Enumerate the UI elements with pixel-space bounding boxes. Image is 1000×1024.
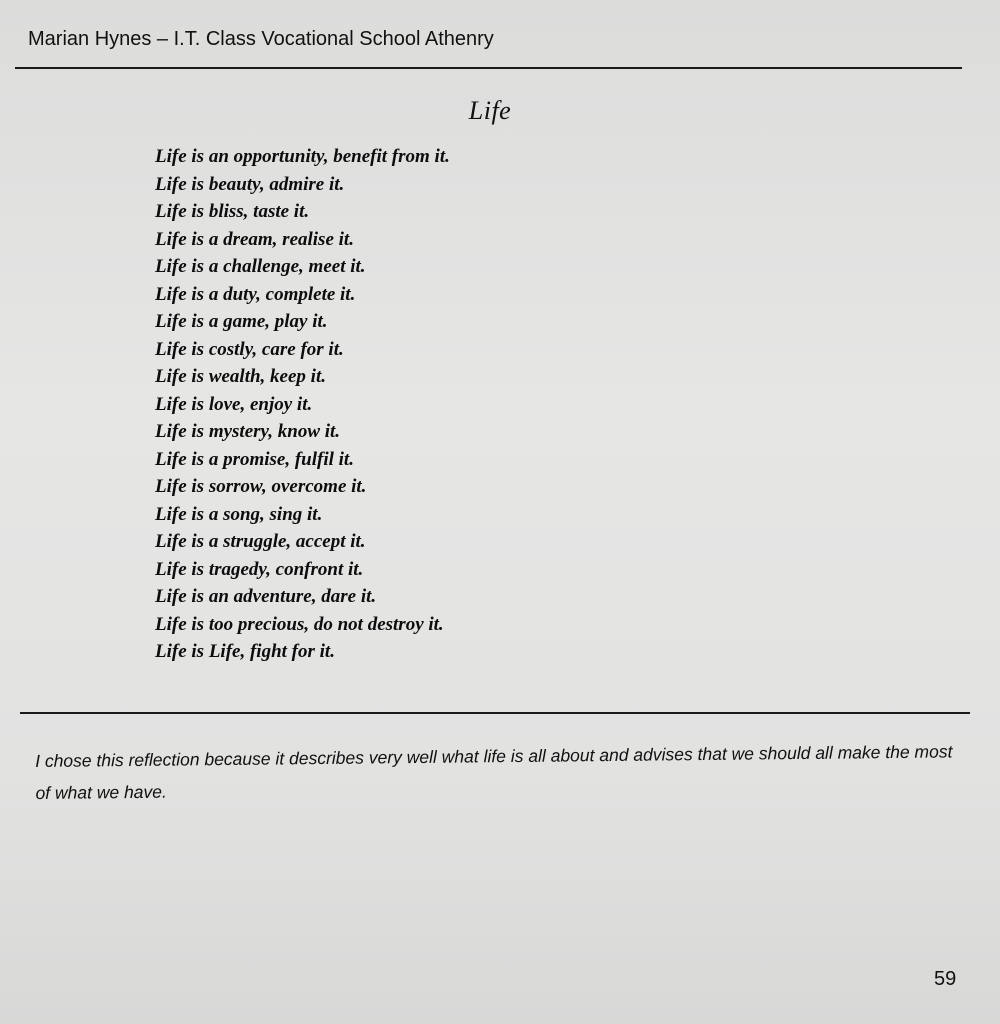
poem-line: Life is a song, sing it. [155, 503, 323, 525]
poem-line: Life is love, enjoy it. [155, 393, 313, 415]
reflection-text: I chose this reflection because it describes very well what life is all about and advises that we should all make the most of what we have. [35, 741, 953, 803]
page-number: 59 [934, 968, 957, 990]
poem-lines [155, 143, 450, 666]
poem-line: Life is costly, care for it. [155, 338, 344, 360]
poem-line: Life is an opportunity, benefit from it. [155, 146, 450, 167]
reflection-divider [20, 712, 970, 714]
poem-line: Life is mystery, know it. [155, 421, 341, 442]
poem-line: Life is a struggle, accept it. [155, 531, 366, 552]
poem-line: Life is tragedy, confront it. [155, 558, 364, 580]
poem-line: Life is bliss, taste it. [155, 201, 310, 222]
poem-line: Life is Life, fight for it. [155, 641, 335, 662]
poem-line: Life is too precious, do not destroy it. [155, 613, 444, 635]
show-through-decoration [810, 172, 814, 192]
poem-line: Life is an adventure, dare it. [155, 586, 377, 607]
poem-title [0, 96, 980, 126]
page-header: Marian Hynes – I.T. Class Vocational School Athenry [28, 28, 494, 50]
poem-line: Life is a duty, complete it. [155, 283, 356, 305]
poem-line: Life is a challenge, meet it. [155, 256, 366, 277]
poem-title-text: Life [468, 96, 512, 125]
poem-line: Life is a game, play it. [155, 311, 328, 332]
poem-line: Life is wealth, keep it. [155, 366, 326, 387]
poem-line: Life is a promise, fulfil it. [155, 448, 354, 470]
poem-line: Life is sorrow, overcome it. [155, 476, 367, 497]
poem-line: Life is a dream, realise it. [155, 228, 354, 250]
poem-line: Life is beauty, admire it. [155, 173, 345, 195]
header-divider [15, 67, 962, 69]
